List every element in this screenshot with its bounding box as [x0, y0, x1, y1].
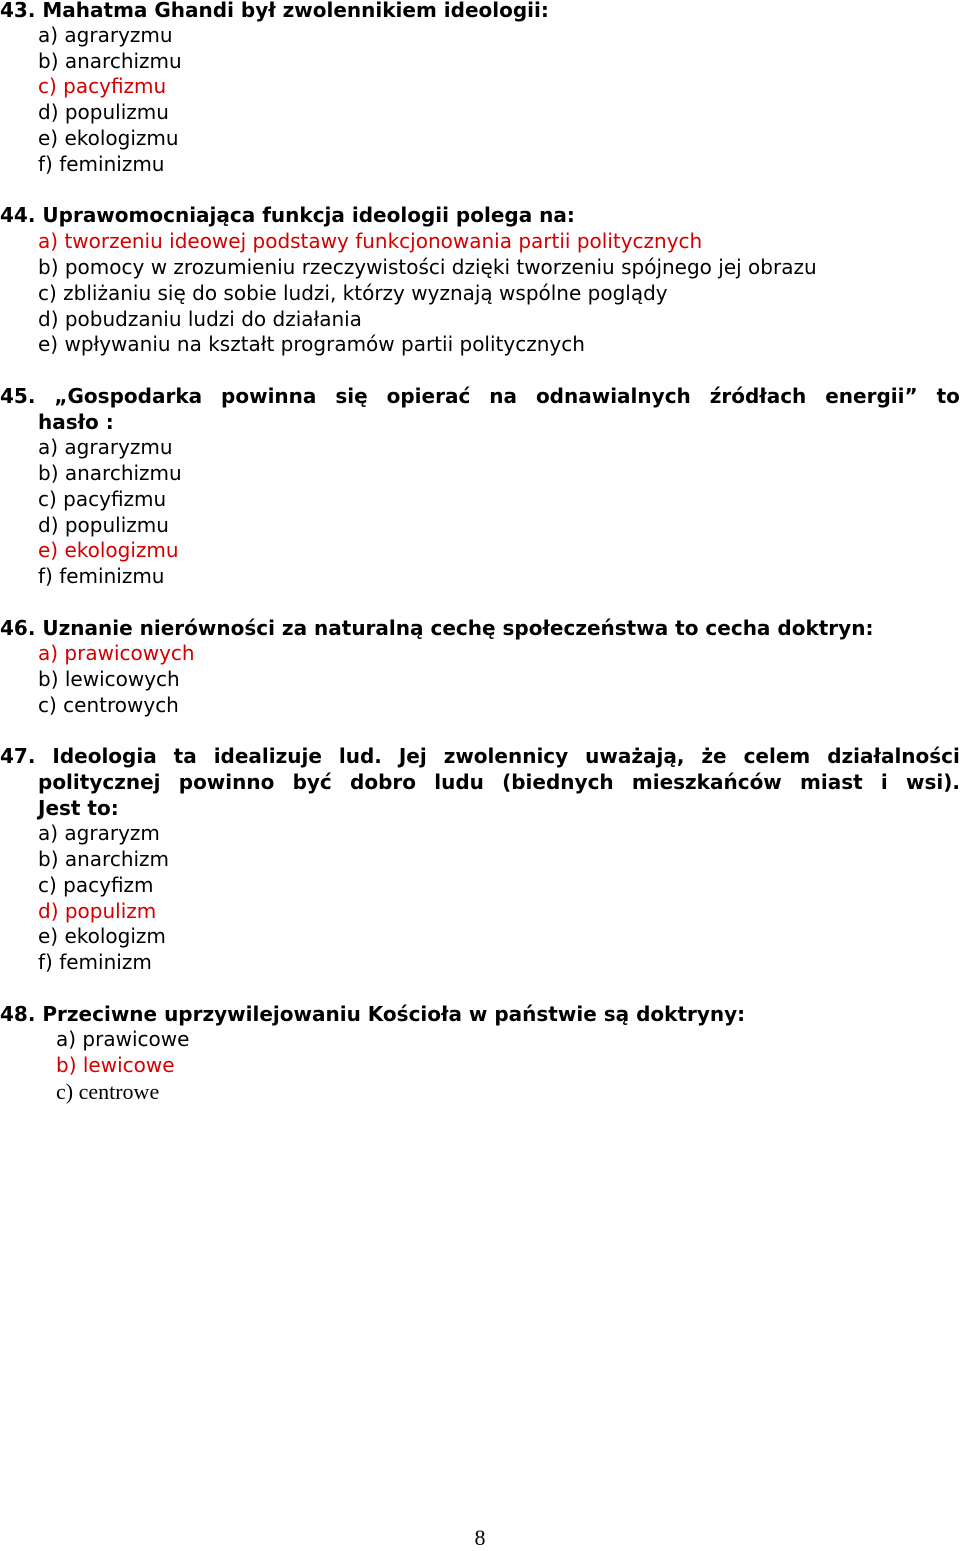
heading-word: opierać	[386, 384, 471, 408]
q43-option-b: b) anarchizmu	[38, 49, 182, 73]
heading-word: być	[292, 770, 332, 794]
heading-word: wsi).	[905, 770, 960, 794]
q47-option-e: e) ekologizm	[38, 924, 166, 948]
heading-word: lud.	[338, 744, 382, 768]
q45-option-e: e) ekologizmu	[38, 538, 179, 562]
heading-word: „Gospodarka	[54, 384, 203, 408]
heading-word: energii”	[825, 384, 918, 408]
question-43-heading: 43. Mahatma Ghandi był zwolennikiem ideologii:	[0, 0, 549, 22]
heading-word: celem	[743, 744, 811, 768]
question-46-heading: 46. Uznanie nierówności za naturalną cechę społeczeństwa to cecha doktryn:	[0, 616, 874, 640]
question-48-heading: 48. Przeciwne uprzywilejowaniu Kościoła w państwie są doktryny:	[0, 1002, 746, 1026]
heading-word: zwolennicy	[443, 744, 569, 768]
page-number: 8	[474, 1525, 486, 1550]
heading-word: odnawialnych	[535, 384, 691, 408]
q43-option-f: f) feminizmu	[38, 152, 165, 176]
heading-word: mieszkańców	[631, 770, 782, 794]
question-47-heading-line2	[38, 770, 960, 796]
heading-word: Jej	[398, 744, 427, 768]
heading-word: to	[936, 384, 960, 408]
q48-option-c: c) centrowe	[56, 1079, 160, 1104]
q44-option-a: a) tworzeniu ideowej podstawy funkcjonowania partii politycznych	[38, 229, 703, 253]
q43-option-a: a) agraryzmu	[38, 23, 173, 47]
q45-option-f: f) feminizmu	[38, 564, 165, 588]
q43-option-c: c) pacyfizmu	[38, 74, 167, 98]
heading-word: działalności	[827, 744, 960, 768]
question-47-heading-line3: Jest to:	[38, 796, 119, 820]
heading-word: że	[701, 744, 727, 768]
heading-word: źródłach	[709, 384, 807, 408]
question-45-heading-line1	[0, 384, 960, 410]
q44-option-e: e) wpływaniu na kształt programów partii politycznych	[38, 332, 585, 356]
heading-word: ludu	[434, 770, 484, 794]
heading-word: uważają,	[585, 744, 685, 768]
heading-word: dobro	[350, 770, 416, 794]
q47-option-a: a) agraryzm	[38, 821, 160, 845]
heading-word: politycznej	[38, 770, 161, 794]
q46-option-a: a) prawicowych	[38, 641, 195, 665]
q45-option-c: c) pacyfizmu	[38, 487, 167, 511]
q47-option-b: b) anarchizm	[38, 847, 170, 871]
heading-word: ta	[173, 744, 197, 768]
heading-word: Ideologia	[52, 744, 157, 768]
q43-option-d: d) populizmu	[38, 100, 169, 124]
q45-option-d: d) populizmu	[38, 513, 169, 537]
question-47-heading-line1	[0, 744, 960, 770]
q47-option-d: d) populizm	[38, 899, 157, 923]
heading-word: powinna	[221, 384, 317, 408]
heading-word: się	[335, 384, 368, 408]
q48-option-b: b) lewicowe	[56, 1053, 175, 1077]
q46-option-b: b) lewicowych	[38, 667, 180, 691]
heading-word: miast	[800, 770, 863, 794]
q44-option-d: d) pobudzaniu ludzi do działania	[38, 307, 362, 331]
heading-word: i	[880, 770, 888, 794]
heading-word: 47.	[0, 744, 36, 768]
q47-option-c: c) pacyfizm	[38, 873, 154, 897]
heading-word: 45.	[0, 384, 36, 408]
question-45-heading-line2: hasło :	[38, 410, 114, 434]
q43-option-e: e) ekologizmu	[38, 126, 179, 150]
q45-option-b: b) anarchizmu	[38, 461, 182, 485]
q46-option-c: c) centrowych	[38, 693, 179, 717]
heading-word: na	[489, 384, 517, 408]
q45-option-a: a) agraryzmu	[38, 435, 173, 459]
q44-option-b: b) pomocy w zrozumieniu rzeczywistości dzięki tworzeniu spójnego jej obrazu	[38, 255, 817, 279]
heading-word: idealizuje	[213, 744, 322, 768]
heading-word: (biednych	[502, 770, 614, 794]
q47-option-f: f) feminizm	[38, 950, 152, 974]
question-44-heading: 44. Uprawomocniająca funkcja ideologii polega na:	[0, 203, 575, 227]
heading-word: powinno	[178, 770, 275, 794]
q44-option-c: c) zbliżaniu się do sobie ludzi, którzy wyznają wspólne poglądy	[38, 281, 668, 305]
q48-option-a: a) prawicowe	[56, 1027, 190, 1051]
